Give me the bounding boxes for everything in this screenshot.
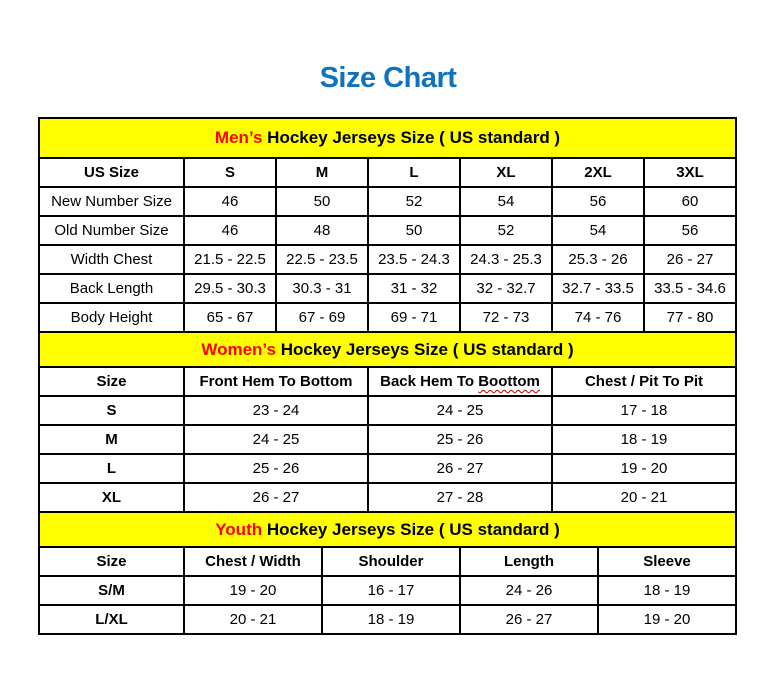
cell: 48 (276, 216, 368, 245)
table-row (39, 425, 736, 454)
cell: 46 (184, 187, 276, 216)
cell: 30.3 - 31 (276, 274, 368, 303)
cell: 20 - 21 (184, 605, 322, 634)
cell: 54 (552, 216, 644, 245)
cell: 19 - 20 (184, 576, 322, 605)
row-label: L (39, 454, 184, 483)
youth-title-highlight: Youth (215, 519, 263, 539)
cell: 56 (552, 187, 644, 216)
row-label: L/XL (39, 605, 184, 634)
cell: 27 - 28 (368, 483, 552, 512)
cell: 26 - 27 (460, 605, 598, 634)
cell: 21.5 - 22.5 (184, 245, 276, 274)
column-header: Length (460, 547, 598, 576)
cell: 52 (368, 187, 460, 216)
column-header: Chest / Pit To Pit (552, 367, 736, 396)
cell: 32.7 - 33.5 (552, 274, 644, 303)
cell: 29.5 - 30.3 (184, 274, 276, 303)
cell: 32 - 32.7 (460, 274, 552, 303)
youth-header-row (39, 547, 736, 576)
womens-header-row (39, 367, 736, 396)
column-header: L (368, 158, 460, 187)
cell: 19 - 20 (598, 605, 736, 634)
cell: 24 - 25 (184, 425, 368, 454)
cell: 22.5 - 23.5 (276, 245, 368, 274)
cell: 56 (644, 216, 736, 245)
column-header: US Size (39, 158, 184, 187)
column-header: Size (39, 547, 184, 576)
cell: 60 (644, 187, 736, 216)
column-header: Size (39, 367, 184, 396)
cell: 16 - 17 (322, 576, 460, 605)
column-header: Chest / Width (184, 547, 322, 576)
youth-section-title (39, 512, 736, 547)
youth-section-band (39, 512, 736, 547)
table-row (39, 245, 736, 274)
cell: 23 - 24 (184, 396, 368, 425)
womens-title-highlight: Women’s (201, 339, 276, 359)
table-row (39, 576, 736, 605)
column-header: XL (460, 158, 552, 187)
cell: 18 - 19 (552, 425, 736, 454)
column-header (368, 367, 552, 396)
column-header: 2XL (552, 158, 644, 187)
row-label: XL (39, 483, 184, 512)
cell: 24 - 25 (368, 396, 552, 425)
mens-title-rest: Hockey Jerseys Size ( US standard ) (262, 128, 561, 147)
cell: 18 - 19 (322, 605, 460, 634)
womens-section-title (39, 332, 736, 367)
page-title: Size Chart (319, 62, 457, 94)
cell: 17 - 18 (552, 396, 736, 425)
row-label: S/M (39, 576, 184, 605)
cell: 23.5 - 24.3 (368, 245, 460, 274)
row-label: Width Chest (39, 245, 184, 274)
cell: 52 (460, 216, 552, 245)
table-row (39, 396, 736, 425)
row-label: M (39, 425, 184, 454)
column-header: M (276, 158, 368, 187)
cell: 26 - 27 (184, 483, 368, 512)
table-row (39, 483, 736, 512)
mens-section-band (39, 118, 736, 158)
cell: 46 (184, 216, 276, 245)
row-label: Body Height (39, 303, 184, 332)
womens-section-band (39, 332, 736, 367)
table-row (39, 274, 736, 303)
cell: 26 - 27 (368, 454, 552, 483)
cell: 50 (276, 187, 368, 216)
cell: 65 - 67 (184, 303, 276, 332)
size-chart-table (38, 117, 737, 635)
cell: 19 - 20 (552, 454, 736, 483)
row-label: Old Number Size (39, 216, 184, 245)
row-label: New Number Size (39, 187, 184, 216)
youth-title-rest: Hockey Jerseys Size ( US standard ) (262, 519, 560, 539)
mens-title-highlight: Men’s (214, 128, 263, 147)
table-row (39, 605, 736, 634)
cell: 26 - 27 (644, 245, 736, 274)
cell: 67 - 69 (276, 303, 368, 332)
table-row (39, 454, 736, 483)
mens-section-title (39, 118, 736, 158)
cell: 20 - 21 (552, 483, 736, 512)
column-header-text: Back Hem To (380, 373, 479, 390)
cell: 31 - 32 (368, 274, 460, 303)
table-row (39, 303, 736, 332)
cell: 25 - 26 (184, 454, 368, 483)
column-header: S (184, 158, 276, 187)
mens-header-row (39, 158, 736, 187)
cell: 25.3 - 26 (552, 245, 644, 274)
womens-title-rest: Hockey Jerseys Size ( US standard ) (275, 339, 574, 359)
cell: 69 - 71 (368, 303, 460, 332)
cell: 72 - 73 (460, 303, 552, 332)
cell: 18 - 19 (598, 576, 736, 605)
row-label: Back Length (39, 274, 184, 303)
cell: 33.5 - 34.6 (644, 274, 736, 303)
cell: 54 (460, 187, 552, 216)
misspelled-word: Boottom (478, 373, 540, 390)
column-header: Front Hem To Bottom (184, 367, 368, 396)
cell: 50 (368, 216, 460, 245)
cell: 24.3 - 25.3 (460, 245, 552, 274)
row-label: S (39, 396, 184, 425)
cell: 74 - 76 (552, 303, 644, 332)
column-header: Sleeve (598, 547, 736, 576)
table-row (39, 187, 736, 216)
column-header: 3XL (644, 158, 736, 187)
cell: 24 - 26 (460, 576, 598, 605)
table-row (39, 216, 736, 245)
column-header: Shoulder (322, 547, 460, 576)
cell: 25 - 26 (368, 425, 552, 454)
cell: 77 - 80 (644, 303, 736, 332)
